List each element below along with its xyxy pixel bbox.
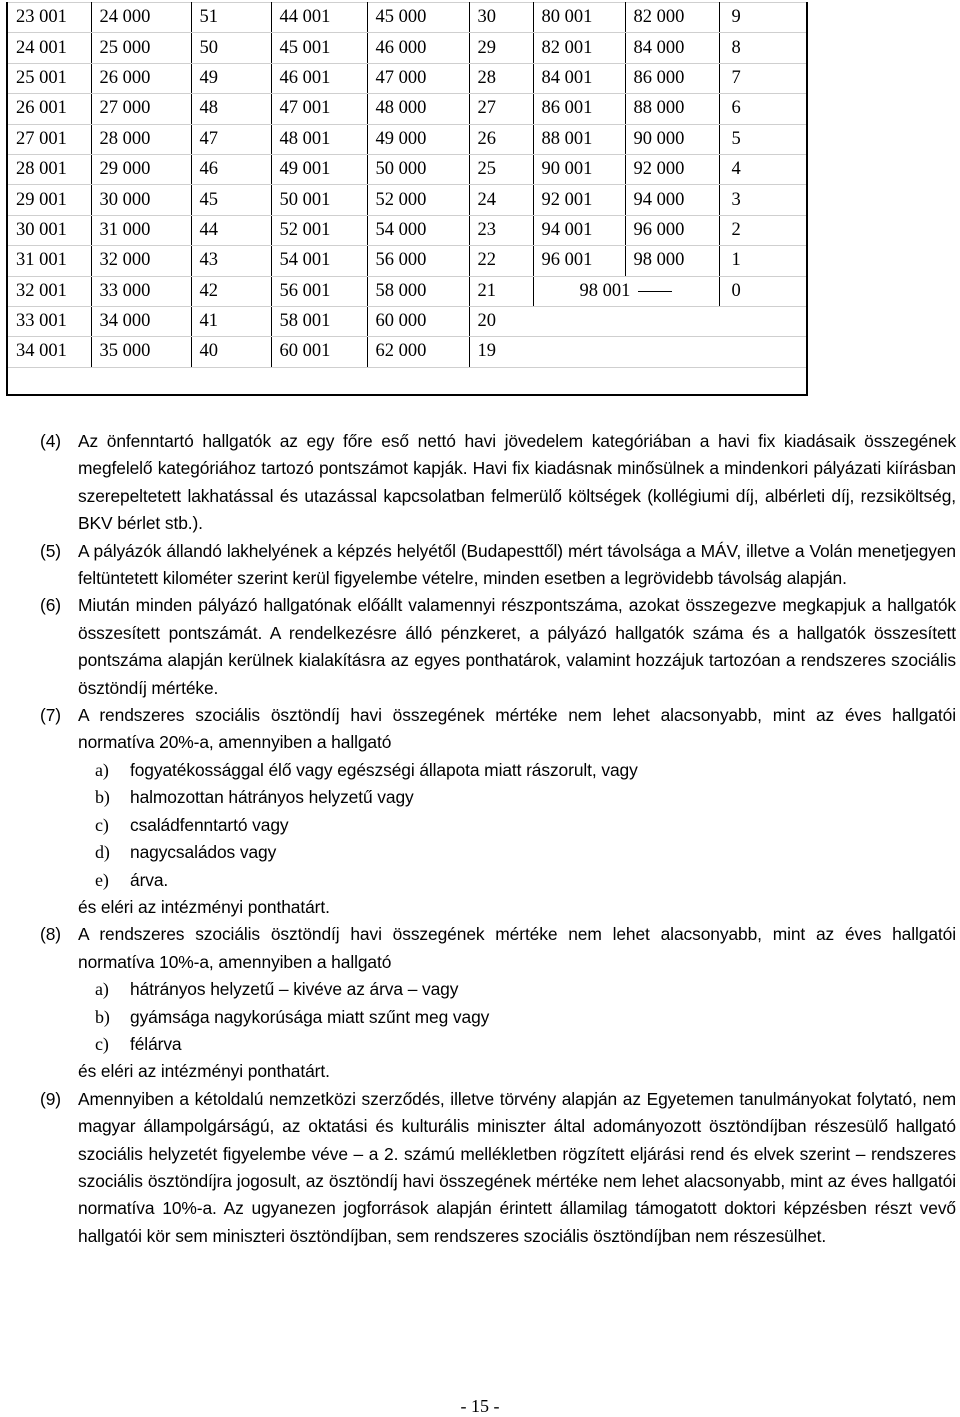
paragraph-4 [40,428,956,538]
table-cell: 84 000 [625,33,719,63]
table-cell: 25 000 [91,33,191,63]
list-text: félárva [130,1033,182,1054]
paragraph-number: (4) [40,431,61,451]
table-cell: 7 [719,63,807,93]
table-cell-empty [191,367,271,395]
table-cell: 29 000 [91,154,191,184]
list-text: halmozottan hátrányos helyzetű vagy [130,787,414,808]
list-letter: c) [95,1033,109,1054]
list-text: fogyatékossággal élő vagy egészségi állapota miatt rászorult, vagy [130,759,638,780]
table-cell: 31 000 [91,215,191,245]
table-cell: 9 [719,3,807,33]
table-cell: 23 001 [7,3,91,33]
page-number: - 15 - [460,1396,500,1416]
paragraph-tail: és eléri az intézményi ponthatárt. [78,896,330,917]
table-cell: 52 001 [271,215,367,245]
table-cell-empty [719,337,807,367]
table-cell: 43 [191,246,271,276]
table-cell: 28 001 [7,154,91,184]
paragraph-text: A pályázók állandó lakhelyének a képzés helyétől (Budapesttől) mért távolsága a MÁV, illetve a Volán menetjegyen feltüntetett kilométer szerint kerül figyelembe vételre, minden esetben a legrövidebb távolság alapján. [78,540,956,589]
paragraph-text: A rendszeres szociális ösztöndíj havi összegének mértéke nem lehet alacsonyabb, mint az éves hallgatói normatíva 20%-a, amennyiben a hallgató [78,705,956,753]
paragraph-text: A rendszeres szociális ösztöndíj havi összegének mértéke nem lehet alacsonyabb, mint az éves hallgatói normatíva 10%-a, amennyiben a hallgató [78,924,956,972]
table-cell: 24 [469,185,533,215]
table-cell-empty [533,306,625,336]
table-row-empty [7,367,807,395]
table-cell: 24 000 [91,3,191,33]
table-cell: 8 [719,33,807,63]
table-row [7,124,807,154]
paragraph-number: (9) [40,1088,61,1109]
table-cell: 92 001 [533,185,625,215]
paragraph-number: (7) [40,705,61,726]
table-cell: 44 [191,215,271,245]
table-cell-empty [271,367,367,395]
table-cell: 94 001 [533,215,625,245]
table-cell: 2 [719,215,807,245]
table-cell: 86 001 [533,94,625,124]
table-cell: 35 000 [91,337,191,367]
table-cell: 56 001 [271,276,367,306]
table-cell: 45 001 [271,33,367,63]
list-letter: b) [95,1006,110,1027]
table-cell: 28 000 [91,124,191,154]
table-cell: 29 001 [7,185,91,215]
paragraph-8 [40,921,956,976]
table-cell: 22 [469,246,533,276]
table-cell: 90 000 [625,124,719,154]
list-letter: a) [95,979,109,1000]
rules-text [40,428,956,1250]
list-item [40,839,956,866]
paragraph-text: Az önfenntartó hallgatók az egy főre eső nettó havi jövedelem kategóriában a havi fix kiadásaik összegének megfelelő kategóriához tartozó pontszámot kapják. Havi fix kiadásnak minősülnek a mindenkori pályázati kiírásban szerepeltetett lakhatással és utazással kapcsolatban felmerülő költségek (kollégiumi díj, albérleti díj, rezsiköltség, BKV bérlet stb.). [78,431,956,534]
table-cell: 60 000 [367,306,469,336]
table-row [7,215,807,245]
list-letter: e) [95,869,109,890]
table-row [7,94,807,124]
table-cell: 26 000 [91,63,191,93]
table-cell: 19 [469,337,533,367]
table-cell: 88 001 [533,124,625,154]
table-row [7,306,807,336]
table-cell-empty [367,367,469,395]
table-cell: 5 [719,124,807,154]
table-cell: 88 000 [625,94,719,124]
table-cell: 49 000 [367,124,469,154]
table-cell: 45 000 [367,3,469,33]
table-cell-empty [7,367,91,395]
table-row [7,63,807,93]
table-cell: 30 001 [7,215,91,245]
table-cell: 86 000 [625,63,719,93]
paragraph-tail: és eléri az intézményi ponthatárt. [78,1061,330,1082]
table-cell: 96 000 [625,215,719,245]
table-cell: 54 001 [271,246,367,276]
table-cell: 50 [191,33,271,63]
table-cell: 32 001 [7,276,91,306]
table-row [7,33,807,63]
table-cell: 46 000 [367,33,469,63]
paragraph-text: Amennyiben a kétoldalú nemzetközi szerződés, illetve törvény alapján az Egyetemen tanulmányokat folytató, nem magyar állampolgárságú, az oktatási és kulturális miniszter által adományozott ösztöndíjban részesülő hallgató szociális helyzetét figyelembe véve – a 2. számú mellékletben rögzített eljárási rend és elvek szerint – rendszeres szociális ösztöndíjra jogosult, az ösztöndíj havi összegének mértéke nem lehet alacsonyabb, mint az éves hallgatói normatíva 10%-a. Az ugyanezen jogforrások alapján érintett államilag támogatott doktori képzésben részt vevő hallgatói kör sem miniszteri ösztöndíjban, sem rendszeres szociális ösztöndíjban nem részesülhet. [78,1088,956,1246]
table-cell: 21 [469,276,533,306]
table-cell: 40 [191,337,271,367]
table-cell-empty [91,367,191,395]
table-row [7,154,807,184]
dash-line [638,291,672,292]
table-cell: 27 [469,94,533,124]
table-cell: 98 000 [625,246,719,276]
table-cell: 46 001 [271,63,367,93]
table-cell: 20 [469,306,533,336]
table-cell: 82 000 [625,3,719,33]
list-item [40,812,956,839]
table-cell-empty [625,306,719,336]
table-cell: 34 001 [7,337,91,367]
paragraph-5 [40,538,956,593]
table-cell-merged [533,276,719,306]
table-row [7,185,807,215]
table-cell-empty [719,367,807,395]
table-cell: 1 [719,246,807,276]
list-text: nagycsaládos vagy [130,842,277,863]
table-cell: 50 001 [271,185,367,215]
list-letter: a) [95,759,109,780]
paragraph-number: (6) [40,595,61,616]
table-cell: 31 001 [7,246,91,276]
list-item [40,784,956,811]
table-cell: 25 [469,154,533,184]
list-text: árva. [130,869,169,890]
table-cell: 50 000 [367,154,469,184]
paragraph-text: Miután minden pályázó hallgatónak előállt valamennyi részpontszáma, azokat összegezve megkapjuk a hallgatók összesített pontszámát. A rendelkezésre álló pénzkeret, a pályázó hallgatók száma és a hallgatók összesített pontszáma alapján kerülnek kialakításra az egyes ponthatárok, valamint hozzájuk tartozóan a rendszeres szociális ösztöndíj mértéke. [78,595,956,698]
table-cell: 44 001 [271,3,367,33]
list-letter: c) [95,814,109,835]
list-text: gyámsága nagykorúsága miatt szűnt meg vagy [130,1006,490,1027]
table-row [7,276,807,306]
paragraph-number: (8) [40,924,61,945]
table-cell: 6 [719,94,807,124]
points-table-body [7,3,807,395]
table-cell: 84 001 [533,63,625,93]
table-cell: 26 [469,124,533,154]
table-cell: 49 001 [271,154,367,184]
table-cell: 3 [719,185,807,215]
list-text: családfenntartó vagy [130,814,289,835]
table-cell: 34 000 [91,306,191,336]
table-cell: 24 001 [7,33,91,63]
table-cell-empty [469,367,533,395]
table-cell: 42 [191,276,271,306]
list-letter: d) [95,842,110,863]
table-cell: 52 000 [367,185,469,215]
points-table [6,2,808,396]
table-cell: 32 000 [91,246,191,276]
table-cell: 80 001 [533,3,625,33]
table-cell: 30 000 [91,185,191,215]
list-item [40,867,956,894]
table-row [7,3,807,33]
table-cell: 29 [469,33,533,63]
table-cell: 62 000 [367,337,469,367]
table-cell: 28 [469,63,533,93]
table-cell: 33 001 [7,306,91,336]
table-cell: 46 [191,154,271,184]
list-item [40,1004,956,1031]
table-cell: 54 000 [367,215,469,245]
table-cell: 49 [191,63,271,93]
table-cell-empty [625,337,719,367]
table-cell: 33 000 [91,276,191,306]
table-cell: 58 000 [367,276,469,306]
table-cell-value: 98 001 [579,280,631,301]
table-cell: 45 [191,185,271,215]
table-cell: 47 [191,124,271,154]
list-item [40,1031,956,1058]
table-cell: 58 001 [271,306,367,336]
table-cell-empty [719,306,807,336]
table-cell: 92 000 [625,154,719,184]
table-cell: 26 001 [7,94,91,124]
table-cell: 41 [191,306,271,336]
table-row [7,246,807,276]
table-cell: 27 001 [7,124,91,154]
table-cell: 90 001 [533,154,625,184]
table-cell: 96 001 [533,246,625,276]
table-cell: 4 [719,154,807,184]
list-item [40,976,956,1003]
list-letter: b) [95,787,110,808]
table-cell: 51 [191,3,271,33]
list-text: hátrányos helyzetű – kivéve az árva – vagy [130,979,459,1000]
table-cell: 48 [191,94,271,124]
table-row [7,337,807,367]
paragraph-9 [40,1086,956,1250]
table-cell: 0 [719,276,807,306]
paragraph-7 [40,702,956,757]
table-cell: 25 001 [7,63,91,93]
table-cell: 47 001 [271,94,367,124]
table-cell: 56 000 [367,246,469,276]
table-cell: 23 [469,215,533,245]
table-cell-empty [533,367,625,395]
list-item [40,757,956,784]
table-cell: 27 000 [91,94,191,124]
paragraph-number: (5) [40,540,61,561]
table-cell-empty [625,367,719,395]
paragraph-6 [40,592,956,702]
table-cell-empty [533,337,625,367]
table-cell: 82 001 [533,33,625,63]
table-cell: 48 001 [271,124,367,154]
table-cell: 30 [469,3,533,33]
table-cell: 94 000 [625,185,719,215]
table-cell: 60 001 [271,337,367,367]
table-cell: 47 000 [367,63,469,93]
table-cell: 48 000 [367,94,469,124]
